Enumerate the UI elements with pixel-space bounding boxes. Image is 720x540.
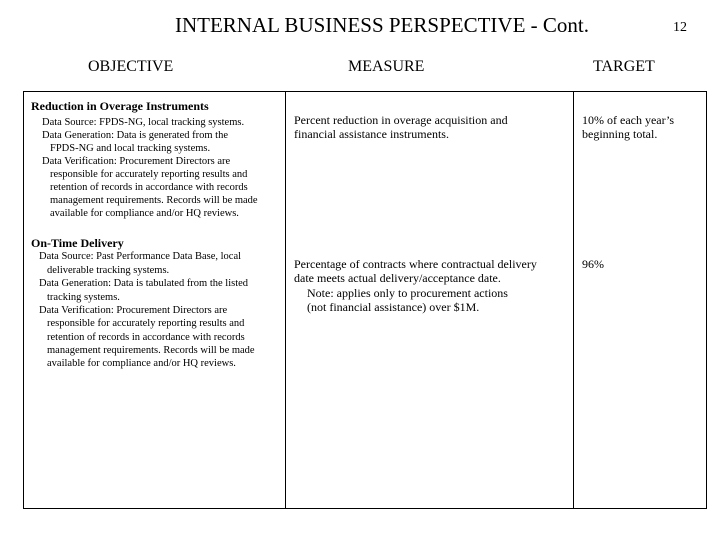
measure-line: financial assistance instruments. [294,127,449,141]
objective-line: management requirements. Records will be made [50,195,258,206]
objective-title: Reduction in Overage Instruments [31,99,209,113]
objective-line: FPDS-NG and local tracking systems. [50,143,211,154]
measure-line: Percent reduction in overage acquisition and [294,113,508,127]
measure-line: (not financial assistance) over $1M. [307,300,480,314]
objective-line: responsible for accurately reporting results and [47,318,245,329]
objective-line: management requirements. Records will be made [47,345,255,356]
objective-line: deliverable tracking systems. [47,265,170,276]
measure-line: date meets actual delivery/acceptance date. [294,271,501,285]
page-title: INTERNAL BUSINESS PERSPECTIVE - Cont. [174,13,589,37]
objective-line: tracking systems. [47,292,120,303]
objective-line: Data Generation: Data is tabulated from the listed [39,278,249,289]
objective-column-header: OBJECTIVE [88,58,174,75]
objective-line: Data Verification: Procurement Directors are [42,156,231,167]
objective-title: On-Time Delivery [31,236,124,250]
objective-line: Data Source: FPDS-NG, local tracking systems. [42,117,245,128]
target-column-header: TARGET [593,58,655,75]
column-divider [573,91,574,509]
objective-line: responsible for accurately reporting results and [50,169,248,180]
objective-line: available for compliance and/or HQ reviews. [50,208,239,219]
objective-line: retention of records in accordance with records [50,182,248,193]
objective-line: Data Source: Past Performance Data Base, local [39,251,242,262]
target-line: beginning total. [582,127,658,141]
target-line: 96% [582,257,604,271]
objective-line: available for compliance and/or HQ reviews. [47,358,236,369]
measure-line: Note: applies only to procurement actions [307,286,508,300]
objective-line: retention of records in accordance with records [47,332,245,343]
objective-line: Data Generation: Data is generated from the [42,130,229,141]
page-number: 12 [673,20,687,35]
objective-line: Data Verification: Procurement Directors are [39,305,228,316]
target-line: 10% of each year’s [582,113,675,127]
measure-line: Percentage of contracts where contractual delivery [294,257,537,271]
column-divider [285,91,286,509]
measure-column-header: MEASURE [348,58,425,75]
